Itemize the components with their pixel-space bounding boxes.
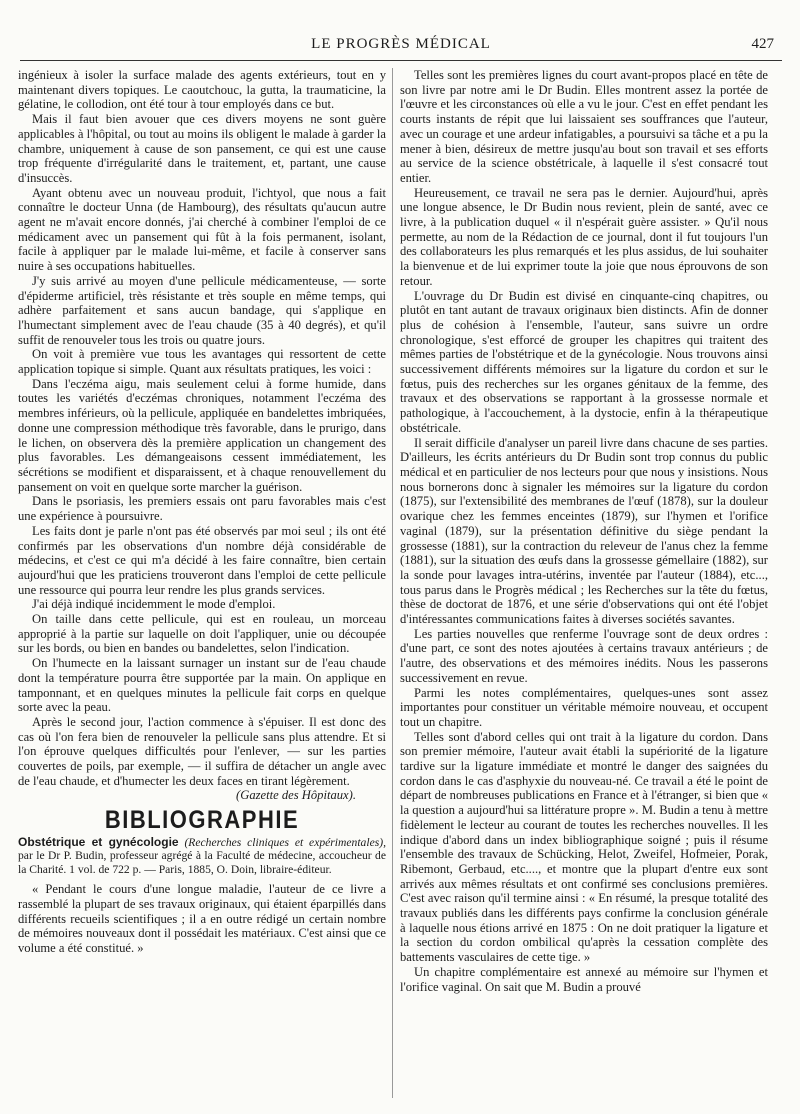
paragraph: On taille dans cette pellicule, qui est en rouleau, un morceau approprié à la partie sur laquelle on doit l'appliquer, unie ou découpée sur les bords, ou bien en bandes ou bandelettes, selon l'indication. (18, 612, 386, 656)
paragraph: Ayant obtenu avec un nouveau produit, l'ichtyol, que nous a fait connaître le docteur Unna (de Hambourg), des résultats qu'aucun autre agent ne m'avait encore donnés, j'ai cherché à combiner l'emploi de ce médicament avec un pansement qui fût à la fois permanent, isolant, facile à appliquer par le malade lui-même, et facile à conserver sans nuire à ses occupations habituelles. (18, 185, 386, 274)
page-header (20, 36, 782, 58)
running-title: LE PROGRÈS MÉDICAL (311, 36, 491, 52)
paragraph: Dans l'eczéma aigu, mais seulement celui à forme humide, dans toutes les variétés d'eczémas chroniques, notamment l'eczéma des membres inférieurs, où la pellicule, appliquée en bandelettes imbriquées, donne une compression méthodique très favorable, dans le prurigo, dans le lichen, on observera dès la première application un changement des plus favorables. Les démangeaisons cessent immédiatement, les sécrétions se modifient et disparaissent, et à chaque renouvellement du pansement on voit en quelque sorte marcher la guérison. (18, 376, 386, 494)
paragraph: Telles sont les premières lignes du court avant-propos placé en tête de son livre par notre ami le Dr Budin. Elles montrent assez la portée de l'œuvre et les circonstances où elle a vu le jour. C'est en effet pendant les courts instants de répit que lui laissaient ses souffrances que l'auteur, avec un courage et une ardeur infatigables, a poursuivi sa tâche et a pu la mener à bien, désireux de mettre jusqu'au bout son travail et ses efforts au service de la science obstétricale, à laquelle il s'est consacré tout entier. (400, 68, 768, 185)
quote-paragraph: « Pendant le cours d'une longue maladie, l'auteur de ce livre a rassemblé la plupart de ses travaux originaux, qui étaient éparpillés dans différents recueils scientifiques ; il a en outre rédigé un certain nombre de mémoires nouveaux dont il possédait les matériaux. C'est ainsi que ce volume a été constitué. » (18, 882, 386, 956)
right-column (400, 68, 768, 1098)
paragraph: Parmi les notes complémentaires, quelques-unes sont assez importantes pour constituer un véritable mémoire nouveau, et occupent tout un chapitre. (400, 685, 768, 729)
paragraph: Mais il faut bien avouer que ces divers moyens ne sont guère applicables à l'hôpital, ou tout au moins ils obligent le malade à garder la chambre, uniquement à cause de son pansement, ce qui est une cause trop fréquente d'irrégularité dans le traitement, et, partant, une cause d'insuccès. (18, 112, 386, 185)
header-rule (20, 60, 782, 61)
bib-details: par le Dr P. Budin, professeur agrégé à la Faculté de médecine, accoucheur de la Charité. 1 vol. de 722 p. — Paris, 1885, O. Doin, libraire-éditeur. (18, 849, 386, 876)
bib-title: Obstétrique et gynécologie (18, 834, 179, 849)
column-divider (392, 68, 393, 1098)
paragraph: Telles sont d'abord celles qui ont trait à la ligature du cordon. Dans son premier mémoire, l'auteur avait établi la supériorité de la ligature tardive sur la ligature immédiate et montré le danger des saignées du cordon dans le cas d'asphyxie du nouveau-né. Ce travail a été le point de départ de nombreuses publications en France et à l'étranger, si bien que « la question a aujourd'hui sa littérature propre ». M. Budin a tenu à mettre fidèlement le lecteur au courant de toutes les recherches nouvelles. Il les indique d'abord dans un index bibliographique soigné ; puis il résume l'ensemble des travaux de Schücking, Helot, Zweifel, Hofmeier, Porak, Ribemont, Gerbaud, etc...., et montre que la plupart d'entre eux sont arrivés aux mêmes résultats et ont confirmé ses conclusions premières. C'est avec raison qu'il termine ainsi : « En résumé, la presque totalité des travaux publiés dans les différents pays confirme la conclusion générale à laquelle nous étions arrivé en 1875 : On ne doit pratiquer la ligature et la section du cordon ombilical qu'après la cessation complète des battements vasculaires de cette tige. » (400, 729, 768, 965)
section-title: BIBLIOGRAPHIE (104, 805, 300, 834)
paragraph: ingénieux à isoler la surface malade des agents extérieurs, tout en y maintenant divers topiques. Le caoutchouc, la gutta, la traumaticine, la gélatine, le collodion, ont été tour à tour employés dans ce but. (18, 68, 386, 112)
paragraph: Heureusement, ce travail ne sera pas le dernier. Aujourd'hui, après une longue absence, le Dr Budin nous revient, plein de santé, avec ce livre, à la publication duquel « il n'espérait guère assister. » Qu'il nous permette, au nom de la Rédaction de ce journal, dont il fut toujours l'un des collaborateurs les plus remarqués et les plus assidus, de lui souhaiter la bienvenue et de lui exprimer toute la joie que nous éprouvons de son retour. (400, 185, 768, 288)
paragraph: Après le second jour, l'action commence à s'épuiser. Il est donc des cas où l'on fera bien de renouveler la pellicule sans plus attendre. Et si l'on éprouve quelques difficultés pour l'enlever, — sur les parties couvertes de poils, par exemple, — il suffira de détacher un angle avec de l'eau chaude, et d'humecter les deux faces en tirant légèrement. (18, 714, 386, 788)
page-number: 427 (751, 36, 774, 52)
paragraph: J'ai déjà indiqué incidemment le mode d'emploi. (32, 597, 276, 612)
paragraph: L'ouvrage du Dr Budin est divisé en cinquante-cinq chapitres, ou plutôt en tant autant de travaux originaux bien distincts. Afin de donner plus de cohésion à l'ensemble, l'auteur, sans suivre un ordre chronologique, s'est efforcé de grouper les chapitres qui traitent des mêmes parties de l'obstétrique et de la gynécologie. Nous trouvons ainsi successivement différents mémoires sur la ligature du cordon et sur le fœtus, puis des recherches sur les organes génitaux de la femme, des travaux et des observations se rapportant à la grossesse normale et pathologique, à l'accouchement, à la dystocie, enfin à la thérapeutique obstétricale. (400, 288, 768, 435)
paragraph: Il serait difficile d'analyser un pareil livre dans chacune de ses parties. D'ailleurs, les écrits antérieurs du Dr Budin sont trop connus du public médical et en particulier de nos lecteurs pour que nous y insistions. Nous nous bornerons donc à signaler les mémoires sur la ligature du cordon (1875), sur l'extensibilité des membranes de l'œuf (1878), sur la douleur ovarique chez les femmes enceintes (1879), sur l'hymen et l'orifice vaginal (1879), sur la présentation définitive du siège pendant la grossesse (1881), sur la contraction du releveur de l'anus chez la femme (1881), sur la situation des œufs dans la grossesse gémellaire (1882), sur la sonde pour lavages intra-utérins, inventée par l'auteur (1884), etc..., tous parus dans le Progrès médical ; les Recherches sur la tête du fœtus, thèse de doctorat de 1876, et une série d'observations qui ont été l'objet d'intéressantes communications faites à diverses sociétés savantes. (400, 435, 768, 627)
paragraph: Les parties nouvelles que renferme l'ouvrage sont de deux ordres : d'une part, ce sont des notes ajoutées à certains travaux antérieurs ; de l'autre, des observations et des mémoires inédits. Nous les passerons successivement en revue. (400, 626, 768, 685)
paragraph: On l'humecte en la laissant surnager un instant sur de l'eau chaude dont la température pourra être supportée par la main. On applique en tamponnant, et en quelques minutes la pellicule fait corps en quelque sorte avec la peau. (18, 656, 386, 715)
paragraph: J'y suis arrivé au moyen d'une pellicule médicamenteuse, — sorte d'épiderme artificiel, très résistante et très souple en même temps, qui adhère parfaitement et sans aucun bandage, qui s'applique en l'humectant simplement avec de l'eau chaude (35 à 40 degrés), et qu'il suffit de renouveler tous les trois ou quatre jours. (18, 273, 386, 347)
left-column (18, 68, 386, 1098)
bib-subtitle: (Recherches cliniques et expérimentales), (184, 835, 386, 849)
paragraph: Un chapitre complémentaire est annexé au mémoire sur l'hymen et l'orifice vaginal. On sait que M. Budin a prouvé (400, 964, 768, 994)
bibliography-entry (18, 836, 386, 877)
source-signature (18, 788, 386, 803)
paragraph: Les faits dont je parle n'ont pas été observés par moi seul ; ils ont été confirmés par les observations d'un nombre déjà considérable de médecins, et c'est ce qui m'a décidé à les faire connaître, bien certain aujourd'hui que les praticiens trouveront dans l'emploi de cette pellicule une ressource qui pourra leur rendre les plus grands services. (18, 523, 386, 597)
source-signature-text: (Gazette des Hôpitaux). (236, 788, 356, 803)
paragraph: On voit à première vue tous les avantages qui ressortent de cette application topique si simple. Quant aux résultats pratiques, les voici : (18, 347, 386, 377)
paragraph: Dans le psoriasis, les premiers essais ont paru favorables mais c'est une expérience à poursuivre. (18, 494, 386, 524)
